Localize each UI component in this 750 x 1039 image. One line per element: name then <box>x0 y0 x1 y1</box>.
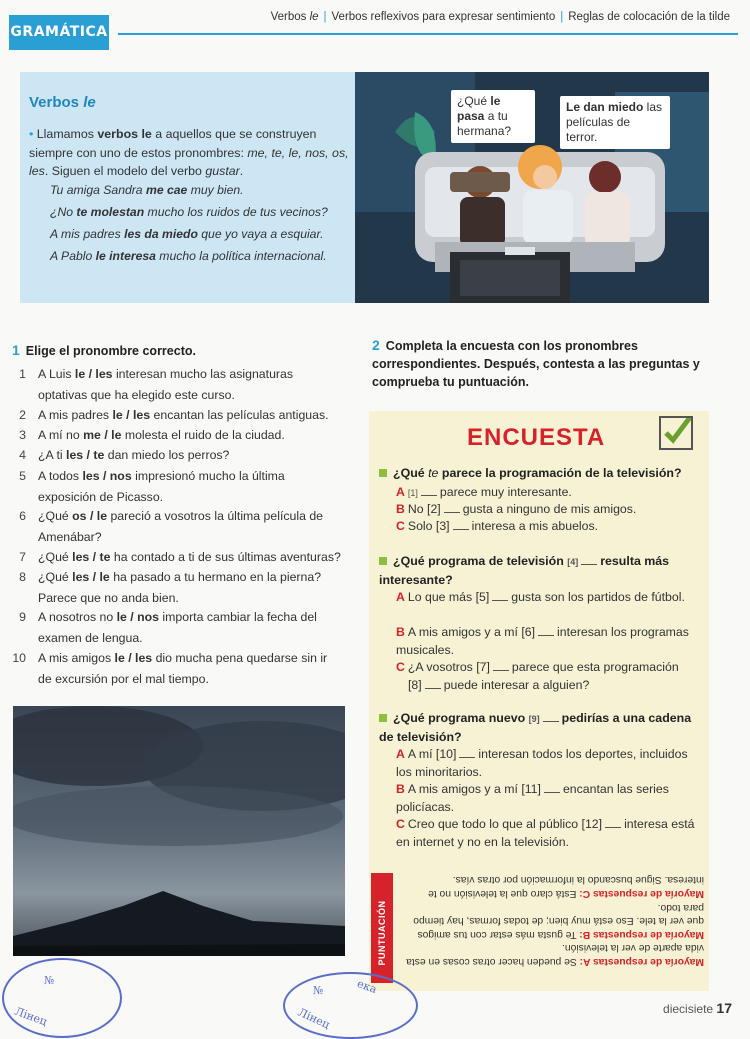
survey-answer: B A mis amigos y a mí [6] interesan los programas musicales. <box>396 625 689 657</box>
list-item: 3 A mí no me / le molesta el ruido de la ciudad. <box>19 428 285 442</box>
survey-question: ¿Qué programa nuevo [9] pedirías a una cadena de televisión? <box>379 711 692 744</box>
grammar-example: A Pablo le interesa mucho la política internacional. <box>50 249 327 263</box>
survey-question: ¿Qué programa de televisión [4] resulta más interesante? <box>379 554 670 587</box>
scoring-label: PUNTUACIÓN <box>377 900 387 966</box>
grammar-example: A mis padres les da miedo que yo vaya a esquiar. <box>50 227 324 241</box>
exercise-2-heading: 2 Completa la encuesta con los pronombres correspondientes. Después, contesta a las preguntas y comprueba tu puntuación. <box>372 337 700 389</box>
list-item: 4 ¿A ti les / te dan miedo los perros? <box>19 448 230 462</box>
speech-bubble-answer: Le dan miedo las películas de terror. <box>560 96 670 149</box>
grammar-box <box>20 72 356 303</box>
header-rule <box>118 33 738 35</box>
speech-bubble-question: ¿Qué le pasa a tu hermana? <box>451 90 535 143</box>
survey-question: ¿Qué te parece la programación de la televisión? <box>379 464 699 482</box>
grammar-example: ¿No te molestan mucho los ruidos de tus vecinos? <box>50 205 328 219</box>
survey-answer: A A mí [10] interesan todos los deportes, incluidos los minoritarios. <box>396 747 688 779</box>
nav-item-reflexivos[interactable]: Verbos reflexivos para expresar sentimiento <box>331 11 556 23</box>
exercise-1-heading: 1 Elige el pronombre correcto. <box>12 342 196 358</box>
grammar-intro: • Llamamos verbos le a aquellos que se construyen siempre con uno de estos pronombres: me, te, le, nos, os, les. Siguen el modelo del verbo gustar. <box>29 127 349 178</box>
survey-answer: C Solo [3] interesa a mis abuelos. <box>396 519 599 533</box>
page-number: diecisiete 17 <box>663 1000 732 1016</box>
grammar-title: Verbos le <box>29 94 96 111</box>
exercise-number: 1 <box>12 342 20 358</box>
storm-clouds-image <box>13 706 345 956</box>
checkmark-icon <box>659 416 693 450</box>
survey-answer: A [1] parece muy interesante. <box>396 485 572 499</box>
survey-answer: A Lo que más [5] gusta son los partidos de fútbol. <box>396 590 685 604</box>
storm-photo <box>13 706 345 956</box>
survey-answer: C ¿A vosotros [7] parece que esta programación <box>396 660 679 674</box>
survey-answer: B No [2] gusta a ninguno de mis amigos. <box>396 502 637 516</box>
nav-item-verbos-le[interactable]: Verbos le <box>270 11 319 23</box>
list-item: 9 A nosotros no le / nos importa cambiar la fecha del examen de lengua. <box>19 610 317 645</box>
section-tag: GRAMÁTICA <box>9 15 109 50</box>
header-nav: Verbos le | Verbos reflexivos para expresar sentimiento | Reglas de colocación de la tilde <box>270 11 730 23</box>
nav-item-tilde[interactable]: Reglas de colocación de la tilde <box>568 11 730 23</box>
list-item: 8 ¿Qué les / le ha pasado a tu hermano en la pierna? Parece que no anda bien. <box>19 570 322 605</box>
library-stamp: № ека Лінец <box>283 972 418 1039</box>
scoring-sidebar <box>371 873 393 983</box>
list-item: 10 A mis amigos le / les dio mucha pena quedarse sin ir de excursión por el mal tiempo. <box>12 651 328 686</box>
survey-answer: B A mis amigos y a mí [11] encantan las series policíacas. <box>396 782 669 814</box>
survey-title: ENCUESTA <box>467 424 606 451</box>
survey-answer: C Creo que todo lo que al público [12] interesa está en internet y no en la televisión. <box>396 817 695 849</box>
list-item: 6 ¿Qué os / le pareció a vosotros la última película de Amenábar? <box>19 509 324 544</box>
list-item: 2 A mis padres le / les encantan las películas antiguas. <box>19 408 329 422</box>
survey-answer: [8] puede interesar a alguien? <box>408 678 590 692</box>
scoring-text-upside-down: Mayoría de respuestas A: Se pueden hacer otras cosas en esta vida aparte de ver la televisión. Mayoría de respuestas B: Te gusta más estar con tus amigos que ver la tele. Eso está muy bien; de todas formas, hay tiempo para todo. Mayoría de respuestas C: Está claro que la televisión no te interesa. Sigue buscando la información por otras vías. <box>406 874 704 968</box>
list-item: 7 ¿Qué les / te ha contado a ti de sus últimas aventuras? <box>19 550 341 564</box>
scoring-box <box>371 865 708 985</box>
tv-illustration <box>355 72 709 303</box>
list-item: 1 A Luis le / les interesan mucho las asignaturas optativas que ha elegido este curso. <box>19 367 293 402</box>
list-item: 5 A todos les / nos impresionó mucho la última exposición de Picasso. <box>19 469 285 504</box>
grammar-example: Tu amiga Sandra me cae muy bien. <box>50 183 244 197</box>
library-stamp: № Лінец <box>2 958 122 1038</box>
